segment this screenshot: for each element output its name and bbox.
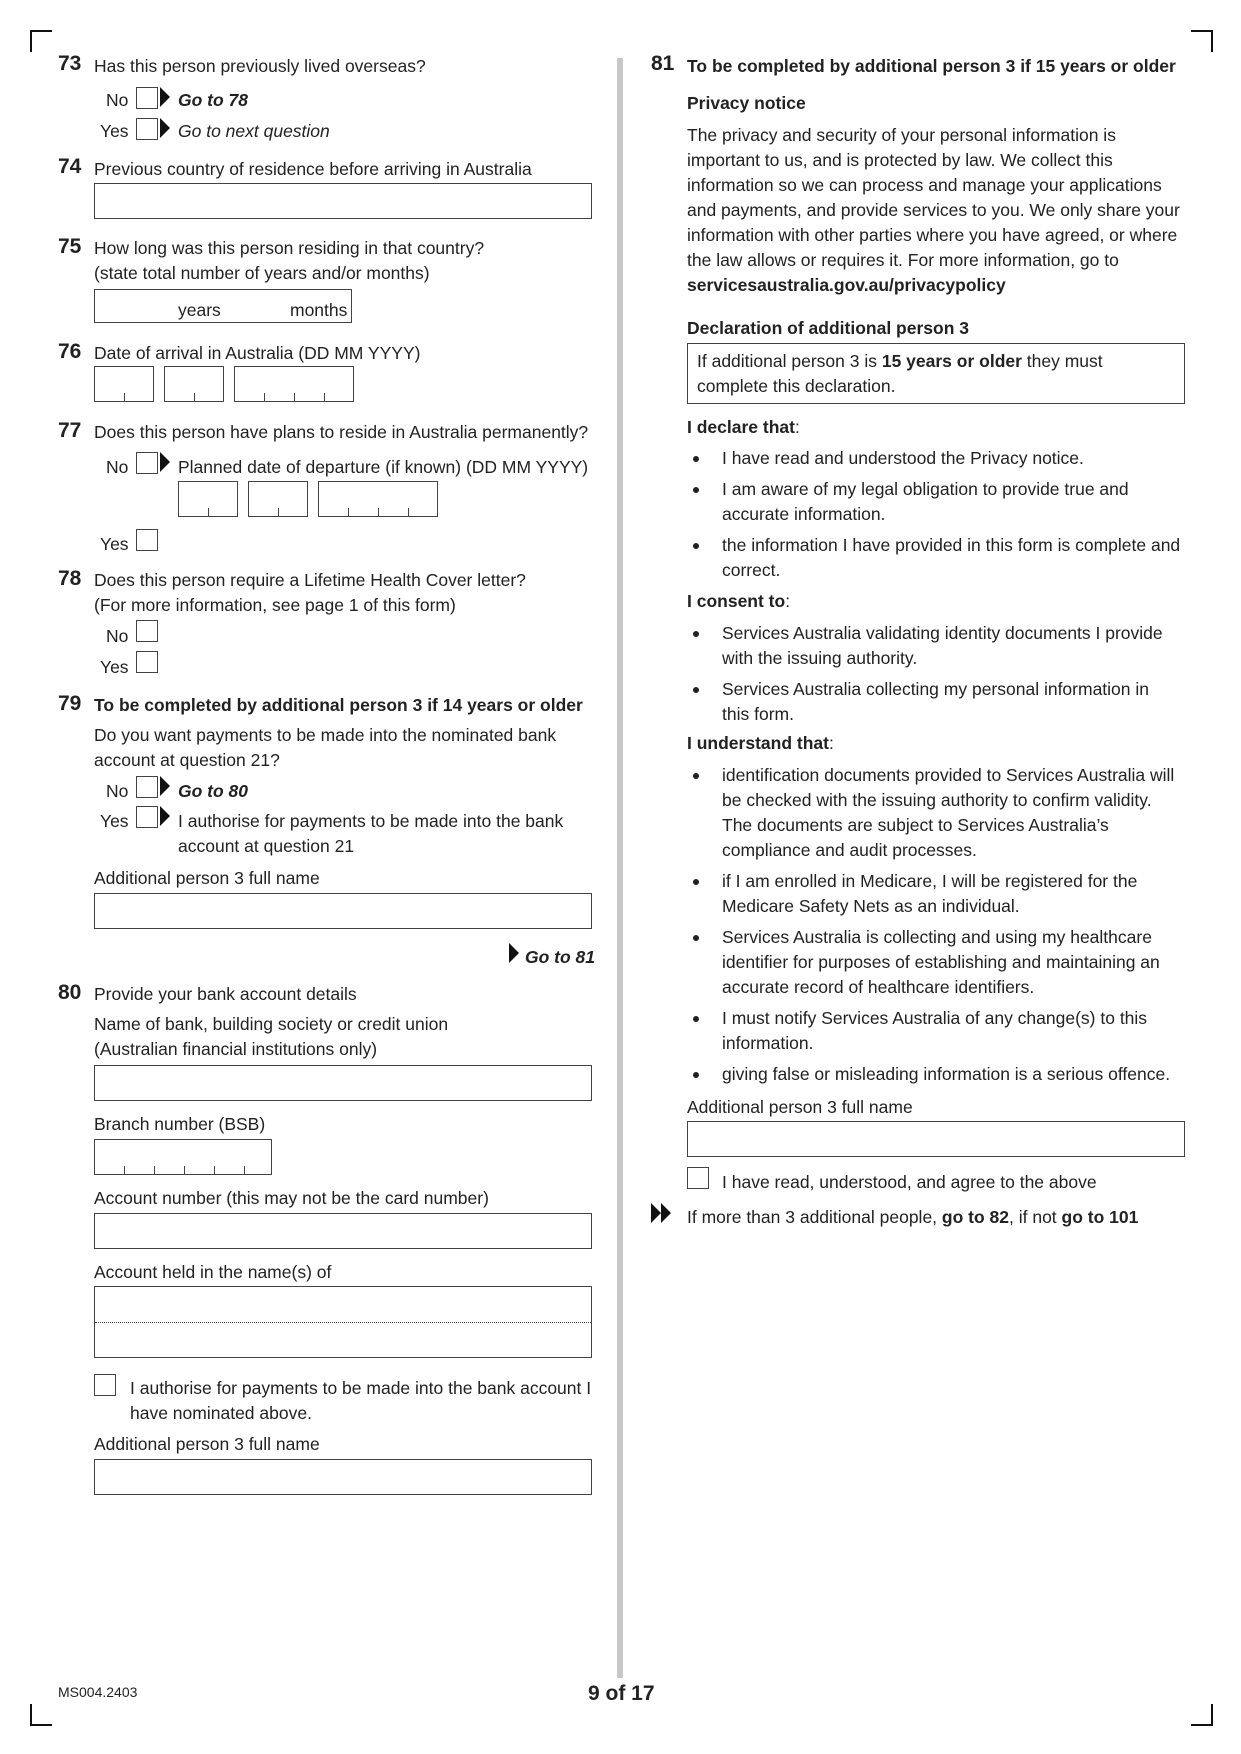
bsb-label: Branch number (BSB) <box>94 1114 266 1134</box>
agree-checkbox[interactable] <box>687 1167 709 1189</box>
departure-year-input[interactable] <box>318 481 438 517</box>
authorise-text-2: have nominated above. <box>130 1403 312 1423</box>
declare-item-line: the information I have provided in this form is complete and <box>722 535 1181 555</box>
departure-day-input[interactable] <box>178 481 238 517</box>
privacy-line: and payments, and provide services to you. We only share your <box>687 200 1180 220</box>
account-holder-names-input[interactable] <box>94 1286 592 1358</box>
departure-month-input[interactable] <box>248 481 308 517</box>
previous-country-input[interactable] <box>94 183 592 219</box>
declare-heading: I declare that: <box>687 417 800 437</box>
q73-yes-goto: Go to next question <box>178 121 330 141</box>
bullet-icon <box>693 879 699 885</box>
q73-no-checkbox[interactable] <box>136 87 158 109</box>
question-number-75: 75 <box>58 235 82 258</box>
question-78-text-2: (For more information, see page 1 of this form) <box>94 595 456 615</box>
consent-item-line: this form. <box>722 704 794 724</box>
agree-text: I have read, understood, and agree to the above <box>722 1172 1097 1192</box>
q77-no-label: No <box>106 457 129 477</box>
understand-item-line: be checked with the issuing authority to confirm validity. <box>722 790 1152 810</box>
form-code: MS004.2403 <box>58 1684 138 1700</box>
declare-item-line: I am aware of my legal obligation to provide true and <box>722 479 1129 499</box>
question-number-77: 77 <box>58 419 82 442</box>
goto-arrow-icon <box>160 806 170 826</box>
understand-item-line: Services Australia is collecting and using my healthcare <box>722 927 1152 947</box>
declare-item-line: I have read and understood the Privacy notice. <box>722 448 1084 468</box>
goto-arrow-icon <box>160 452 170 472</box>
question-74-text: Previous country of residence before arriving in Australia <box>94 159 532 179</box>
authorise-payments-checkbox[interactable] <box>94 1374 116 1396</box>
goto-arrow-icon <box>160 87 170 107</box>
page-number: 9 of 17 <box>588 1682 655 1705</box>
privacy-line: important to us, and is protected by law. We collect this <box>687 150 1113 170</box>
q80-name-label: Additional person 3 full name <box>94 1434 320 1454</box>
corner-mark-top-right <box>1191 30 1213 52</box>
q73-yes-label: Yes <box>100 121 129 141</box>
question-76-text: Date of arrival in Australia (DD MM YYYY) <box>94 343 421 363</box>
question-73-text: Has this person previously lived overseas? <box>94 56 426 76</box>
understand-item-line: giving false or misleading information is a serious offence. <box>722 1064 1171 1084</box>
arrival-year-input[interactable] <box>234 366 354 402</box>
question-78-text-1: Does this person require a Lifetime Health Cover letter? <box>94 570 526 590</box>
q79-no-checkbox[interactable] <box>136 776 158 798</box>
account-number-input[interactable] <box>94 1213 592 1249</box>
privacy-line: information with other parties where you have agreed, or where <box>687 225 1178 245</box>
goto-arrow-icon <box>160 118 170 138</box>
understand-item-line: information. <box>722 1033 814 1053</box>
corner-mark-bottom-left <box>30 1704 52 1726</box>
privacy-policy-link[interactable]: servicesaustralia.gov.au/privacypolicy <box>687 275 1006 295</box>
q79-goto: Go to 81 <box>525 947 596 967</box>
arrival-day-input[interactable] <box>94 366 154 402</box>
q79-no-label: No <box>106 781 129 801</box>
bullet-icon <box>693 487 699 493</box>
declare-item-line: accurate information. <box>722 504 886 524</box>
question-number-74: 74 <box>58 155 82 178</box>
question-79-heading: To be completed by additional person 3 if 14 years or older <box>94 695 583 715</box>
column-divider <box>617 58 623 1678</box>
q81-name-label: Additional person 3 full name <box>687 1097 913 1117</box>
privacy-line: The privacy and security of your personal information is <box>687 125 1116 145</box>
question-79-text-1: Do you want payments to be made into the nominated bank <box>94 725 557 745</box>
q77-yes-checkbox[interactable] <box>136 529 158 551</box>
q73-no-goto: Go to 78 <box>178 90 249 110</box>
question-81-heading: To be completed by additional person 3 if 15 years or older <box>687 56 1176 76</box>
declaration-note-line-2: complete this declaration. <box>697 376 896 396</box>
bullet-icon <box>693 1016 699 1022</box>
bullet-icon <box>693 631 699 637</box>
q78-yes-label: Yes <box>100 657 129 677</box>
bullet-icon <box>693 687 699 693</box>
understand-item-line: compliance and audit processes. <box>722 840 977 860</box>
understand-item-line: accurate record of healthcare identifiers. <box>722 977 1035 997</box>
question-number-79: 79 <box>58 692 82 715</box>
question-77-text: Does this person have plans to reside in Australia permanently? <box>94 422 589 442</box>
privacy-line: the law allows or requires it. For more information, go to <box>687 250 1119 270</box>
bullet-icon <box>693 543 699 549</box>
bullet-icon <box>693 456 699 462</box>
understand-item-line: identification documents provided to Services Australia will <box>722 765 1175 785</box>
double-arrow-icon-2 <box>661 1203 671 1223</box>
bullet-icon <box>693 935 699 941</box>
q78-no-checkbox[interactable] <box>136 620 158 642</box>
q73-no-label: No <box>106 90 129 110</box>
declaration-note-line-1: If additional person 3 is 15 years or older they must <box>697 351 1103 371</box>
goto-arrow-icon <box>160 776 170 796</box>
final-instruction: If more than 3 additional people, go to 82, if not go to 101 <box>687 1207 1139 1227</box>
consent-item-line: Services Australia collecting my personal information in <box>722 679 1149 699</box>
q77-no-checkbox[interactable] <box>136 452 158 474</box>
consent-heading: I consent to: <box>687 591 791 611</box>
q79-name-label: Additional person 3 full name <box>94 868 320 888</box>
bank-name-label-2: (Australian financial institutions only) <box>94 1039 378 1059</box>
understand-heading: I understand that: <box>687 733 834 753</box>
declaration-heading: Declaration of additional person 3 <box>687 318 969 338</box>
understand-item-line: identifier for purposes of establishing and maintaining an <box>722 952 1160 972</box>
consent-item-line: Services Australia validating identity documents I provide <box>722 623 1163 643</box>
question-79-text-2: account at question 21? <box>94 750 280 770</box>
question-number-81: 81 <box>651 52 675 75</box>
question-75-text-1: How long was this person residing in that country? <box>94 238 485 258</box>
question-80-text: Provide your bank account details <box>94 984 357 1004</box>
privacy-notice-heading: Privacy notice <box>687 93 806 113</box>
privacy-line: information so we can process and manage your applications <box>687 175 1162 195</box>
bank-name-input[interactable] <box>94 1065 592 1101</box>
q79-full-name-input[interactable] <box>94 893 592 929</box>
bsb-input[interactable] <box>94 1139 272 1175</box>
authorise-text-1: I authorise for payments to be made into the bank account I <box>130 1378 592 1398</box>
corner-mark-top-left <box>30 30 52 52</box>
goto-arrow-icon <box>509 943 519 963</box>
question-number-78: 78 <box>58 567 82 590</box>
q79-yes-text-1: I authorise for payments to be made into the bank <box>178 811 564 831</box>
question-number-76: 76 <box>58 340 82 363</box>
q73-yes-checkbox[interactable] <box>136 118 158 140</box>
question-75-text-2: (state total number of years and/or months) <box>94 263 430 283</box>
q81-full-name-input[interactable] <box>687 1121 1185 1157</box>
q79-yes-checkbox[interactable] <box>136 806 158 828</box>
understand-item-line: Medicare Safety Nets as an individual. <box>722 896 1020 916</box>
q77-no-text: Planned date of departure (if known) (DD MM YYYY) <box>178 457 589 477</box>
q79-yes-label: Yes <box>100 811 129 831</box>
account-number-label: Account number (this may not be the card number) <box>94 1188 489 1208</box>
q77-yes-label: Yes <box>100 534 129 554</box>
q80-full-name-input[interactable] <box>94 1459 592 1495</box>
bullet-icon <box>693 773 699 779</box>
understand-item-line: I must notify Services Australia of any change(s) to this <box>722 1008 1148 1028</box>
q78-no-label: No <box>106 626 129 646</box>
months-label: months <box>290 300 348 320</box>
question-number-80: 80 <box>58 981 82 1004</box>
account-held-label: Account held in the name(s) of <box>94 1262 332 1282</box>
understand-item-line: The documents are subject to Services Australia’s <box>722 815 1109 835</box>
arrival-month-input[interactable] <box>164 366 224 402</box>
q78-yes-checkbox[interactable] <box>136 651 158 673</box>
q79-no-goto: Go to 80 <box>178 781 249 801</box>
corner-mark-bottom-right <box>1191 1704 1213 1726</box>
consent-item-line: with the issuing authority. <box>722 648 918 668</box>
bullet-icon <box>693 1072 699 1078</box>
bank-name-label-1: Name of bank, building society or credit union <box>94 1014 449 1034</box>
years-label: years <box>178 300 221 320</box>
declare-item-line: correct. <box>722 560 781 580</box>
question-number-73: 73 <box>58 52 82 75</box>
understand-item-line: if I am enrolled in Medicare, I will be registered for the <box>722 871 1138 891</box>
q79-yes-text-2: account at question 21 <box>178 836 355 856</box>
double-arrow-icon <box>651 1203 661 1223</box>
